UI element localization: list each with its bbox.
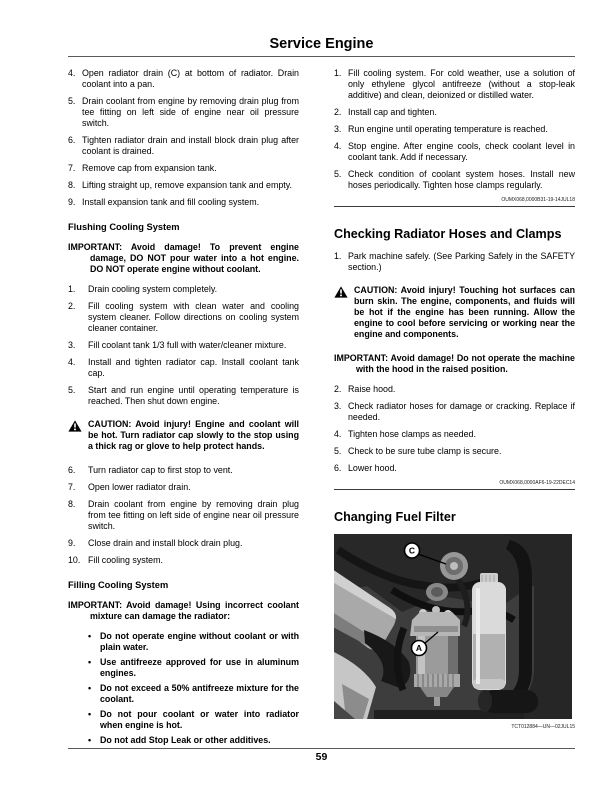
bullet-glyph: •	[88, 735, 92, 745]
callout-letter-c: C	[408, 545, 416, 556]
list-item	[334, 124, 575, 135]
list-item	[334, 446, 575, 457]
list-text: Park machine safely. (See Parking Safely in the SAFETY section.)	[348, 251, 575, 272]
important-notice: IMPORTANT: Avoid damage! Do not operate the machine with the hood in the raised position.	[334, 353, 575, 374]
list-item	[334, 401, 575, 423]
list-text: Install and tighten radiator cap. Install coolant tank cap.	[88, 357, 299, 378]
list-item	[334, 107, 575, 118]
list-text: Fill cooling system.	[88, 555, 163, 565]
caution-text: CAUTION: Avoid injury! Engine and coolant will be hot. Turn radiator cap slowly to the stop using a thick rag or glove to help protect hands.	[88, 419, 299, 451]
fuel-filter-figure	[334, 534, 575, 731]
important-notice: IMPORTANT: Avoid damage! Using incorrect coolant mixture can damage the radiator:	[68, 600, 299, 621]
list-text: Stop engine. After engine cools, check coolant level in coolant tank. Add if necessary.	[348, 141, 575, 162]
list-text: Tighten radiator drain and install block drain plug after coolant is drained.	[82, 135, 299, 156]
list-item	[334, 463, 575, 474]
list-text: Check radiator hoses for damage or cracking. Replace if needed.	[348, 401, 575, 422]
list-item	[68, 465, 299, 476]
list-item	[68, 284, 299, 295]
list-text: Drain cooling system completely.	[88, 284, 218, 294]
bullet-glyph: •	[88, 709, 92, 719]
list-text: Raise hood.	[348, 384, 396, 394]
list-number: 6.	[68, 135, 76, 145]
page-title: Service Engine	[269, 36, 374, 52]
page-footer	[68, 748, 575, 763]
right-column	[334, 68, 575, 750]
list-number: 8.	[68, 499, 76, 509]
list-number: 9.	[68, 197, 76, 207]
list-item	[334, 141, 575, 163]
list-text: Drain coolant from engine by removing drain plug from tee fitting on left side of engine near oil pressure switch.	[88, 499, 299, 531]
list-item	[68, 180, 299, 191]
figure-caption: TCT012884—UN—02JUL15	[511, 724, 575, 730]
caution-notice	[68, 419, 299, 452]
list-number: 1.	[334, 68, 342, 78]
list-text: Fill cooling system with clean water and cooling system cleaner. Follow directions on cooling system cleaner container.	[88, 301, 299, 333]
caution-notice	[334, 285, 575, 340]
list-number: 4.	[334, 429, 342, 439]
bullet-text: Use antifreeze approved for use in aluminum engines.	[100, 657, 299, 678]
caution-text: CAUTION: Avoid injury! Touching hot surfaces can burn skin. The engine, components, and fluids will be hot if the engine has been running. Allow the engine to cool before servicing or working near the engine and components.	[354, 285, 575, 339]
callout-letter-a: A	[415, 643, 423, 654]
bullet-glyph: •	[88, 657, 92, 667]
list-text: Lifting straight up, remove expansion tank and empty.	[82, 180, 292, 190]
list-number: 4.	[334, 141, 342, 151]
list-number: 2.	[334, 384, 342, 394]
bullet-glyph: •	[88, 631, 92, 641]
list-item	[68, 301, 299, 334]
list-number: 1.	[68, 284, 76, 294]
list-number: 1.	[334, 251, 342, 261]
bullet-item	[88, 709, 299, 731]
list-item	[334, 251, 575, 273]
list-item	[68, 499, 299, 532]
section-divider	[334, 489, 575, 490]
section-code: OUMX068,0000AF6-19-22DEC14	[499, 480, 575, 486]
bullet-text: Do not operate engine without coolant or with plain water.	[100, 631, 299, 652]
section-divider	[334, 206, 575, 207]
list-item	[334, 429, 575, 440]
list-item	[334, 68, 575, 101]
list-item	[68, 68, 299, 90]
list-text: Open lower radiator drain.	[88, 482, 191, 492]
bullet-item	[88, 735, 299, 746]
footer-rule	[68, 748, 575, 749]
list-number: 4.	[68, 68, 76, 78]
list-number: 10.	[68, 555, 81, 565]
list-item	[68, 357, 299, 379]
list-number: 7.	[68, 163, 76, 173]
list-item	[68, 538, 299, 549]
header-rule	[68, 56, 575, 57]
list-item	[68, 482, 299, 493]
list-item	[68, 163, 299, 174]
list-text: Lower hood.	[348, 463, 397, 473]
list-text: Drain coolant from engine by removing drain plug from tee fitting on left side of engine near oil pressure switch.	[82, 96, 299, 128]
list-number: 9.	[68, 538, 76, 548]
list-number: 4.	[68, 357, 76, 367]
bullet-text: Do not exceed a 50% antifreeze mixture for the coolant.	[100, 683, 299, 704]
bullet-list	[68, 631, 299, 746]
list-text: Close drain and install block drain plug.	[88, 538, 243, 548]
list-number: 5.	[68, 96, 76, 106]
list-text: Fill cooling system. For cold weather, use a solution of only ethylene glycol antifreeze (without a stop-leak additive) and clean, deionized or distilled water.	[348, 68, 575, 100]
list-number: 5.	[68, 385, 76, 395]
list-item	[68, 197, 299, 208]
list-number: 8.	[68, 180, 76, 190]
list-number: 7.	[68, 482, 76, 492]
list-number: 3.	[334, 124, 342, 134]
bullet-text: Do not pour coolant or water into radiator when engine is hot.	[100, 709, 299, 730]
list-text: Install cap and tighten.	[348, 107, 437, 117]
list-text: Remove cap from expansion tank.	[82, 163, 217, 173]
list-item	[334, 169, 575, 191]
list-item	[68, 340, 299, 351]
list-text: Open radiator drain (C) at bottom of radiator. Drain coolant into a pan.	[82, 68, 299, 89]
bullet-item	[88, 657, 299, 679]
bullet-item	[88, 631, 299, 653]
list-text: Run engine until operating temperature is reached.	[348, 124, 548, 134]
list-text: Fill coolant tank 1/3 full with water/cleaner mixture.	[88, 340, 287, 350]
bullet-item	[88, 683, 299, 705]
left-column	[68, 68, 299, 750]
list-text: Install expansion tank and fill cooling system.	[82, 197, 260, 207]
list-item	[68, 385, 299, 407]
list-number: 3.	[334, 401, 342, 411]
list-text: Tighten hose clamps as needed.	[348, 429, 476, 439]
warning-triangle-icon	[334, 285, 354, 340]
bullet-glyph: •	[88, 683, 92, 693]
section-heading-fuel-filter: Changing Fuel Filter	[334, 510, 456, 524]
list-item	[334, 384, 575, 395]
list-text: Start and run engine until operating temperature is reached. Then shut down engine.	[88, 385, 299, 406]
engine-photo	[334, 534, 572, 719]
list-number: 5.	[334, 446, 342, 456]
page-number: 59	[315, 751, 328, 763]
list-text: Turn radiator cap to first stop to vent.	[88, 465, 233, 475]
list-number: 6.	[334, 463, 342, 473]
section-heading-flushing: Flushing Cooling System	[68, 222, 180, 232]
list-number: 5.	[334, 169, 342, 179]
list-text: Check to be sure tube clamp is secure.	[348, 446, 502, 456]
list-text: Check condition of coolant system hoses. Install new hoses periodically. Tighten hose clamps regularly.	[348, 169, 575, 190]
page-content	[68, 36, 575, 750]
list-number: 6.	[68, 465, 76, 475]
warning-triangle-icon	[68, 419, 88, 452]
list-item	[68, 135, 299, 157]
important-notice: IMPORTANT: Avoid damage! To prevent engine damage, DO NOT pour water into a hot engine. DO NOT operate engine without coolant.	[68, 242, 299, 274]
list-number: 2.	[334, 107, 342, 117]
list-item	[68, 96, 299, 129]
reservoir-bottle	[472, 573, 506, 690]
section-code: OUMX068,0000B31-19-14JUL18	[501, 197, 575, 203]
section-heading-filling: Filling Cooling System	[68, 580, 169, 590]
section-heading-checking: Checking Radiator Hoses and Clamps	[334, 227, 562, 241]
list-number: 3.	[68, 340, 76, 350]
list-number: 2.	[68, 301, 76, 311]
bullet-text: Do not add Stop Leak or other additives.	[100, 735, 271, 745]
list-item	[68, 555, 299, 566]
two-column-layout	[68, 68, 575, 750]
